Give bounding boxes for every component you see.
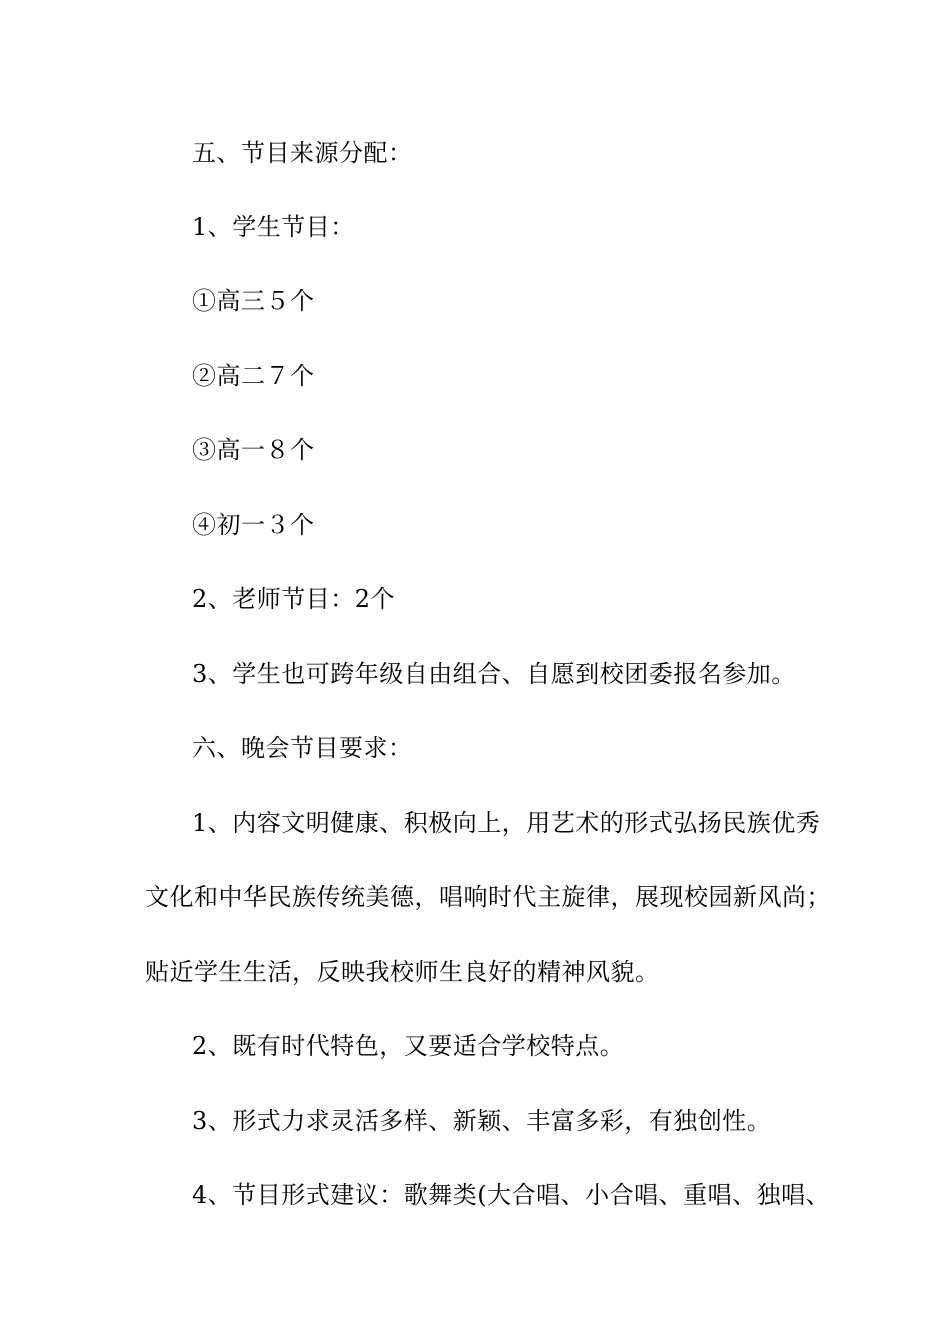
requirement-three: 3、形式力求灵活多样、新颖、丰富多彩，有独创性。 [192, 1107, 772, 1135]
requirement-one-line-2: 文化和中华民族传统美德，唱响时代主旋律，展现校园新风尚； [145, 883, 831, 911]
senior-two-count: ②高二７个 [192, 362, 315, 390]
section-six-heading: 六、晚会节目要求： [192, 734, 413, 762]
cross-grade-item: 3、学生也可跨年级自由组合、自愿到校团委报名参加。 [192, 660, 796, 688]
section-five-heading: 五、节目来源分配： [192, 139, 413, 167]
requirement-one-line-3: 贴近学生生活，反映我校师生良好的精神风貌。 [145, 958, 660, 986]
teacher-programs-item: 2、老师节目：2个 [192, 585, 396, 613]
requirement-two: 2、既有时代特色，又要适合学校特点。 [192, 1032, 625, 1060]
requirement-one-line-1: 1、内容文明健康、积极向上，用艺术的形式弘扬民族优秀 [192, 809, 821, 837]
student-programs-item: 1、学生节目： [192, 213, 355, 241]
requirement-four: 4、节目形式建议：歌舞类(大合唱、小合唱、重唱、独唱、 [192, 1181, 831, 1209]
senior-one-count: ③高一８个 [192, 436, 315, 464]
junior-one-count: ④初一３个 [192, 511, 315, 539]
senior-three-count: ①高三５个 [192, 287, 315, 315]
